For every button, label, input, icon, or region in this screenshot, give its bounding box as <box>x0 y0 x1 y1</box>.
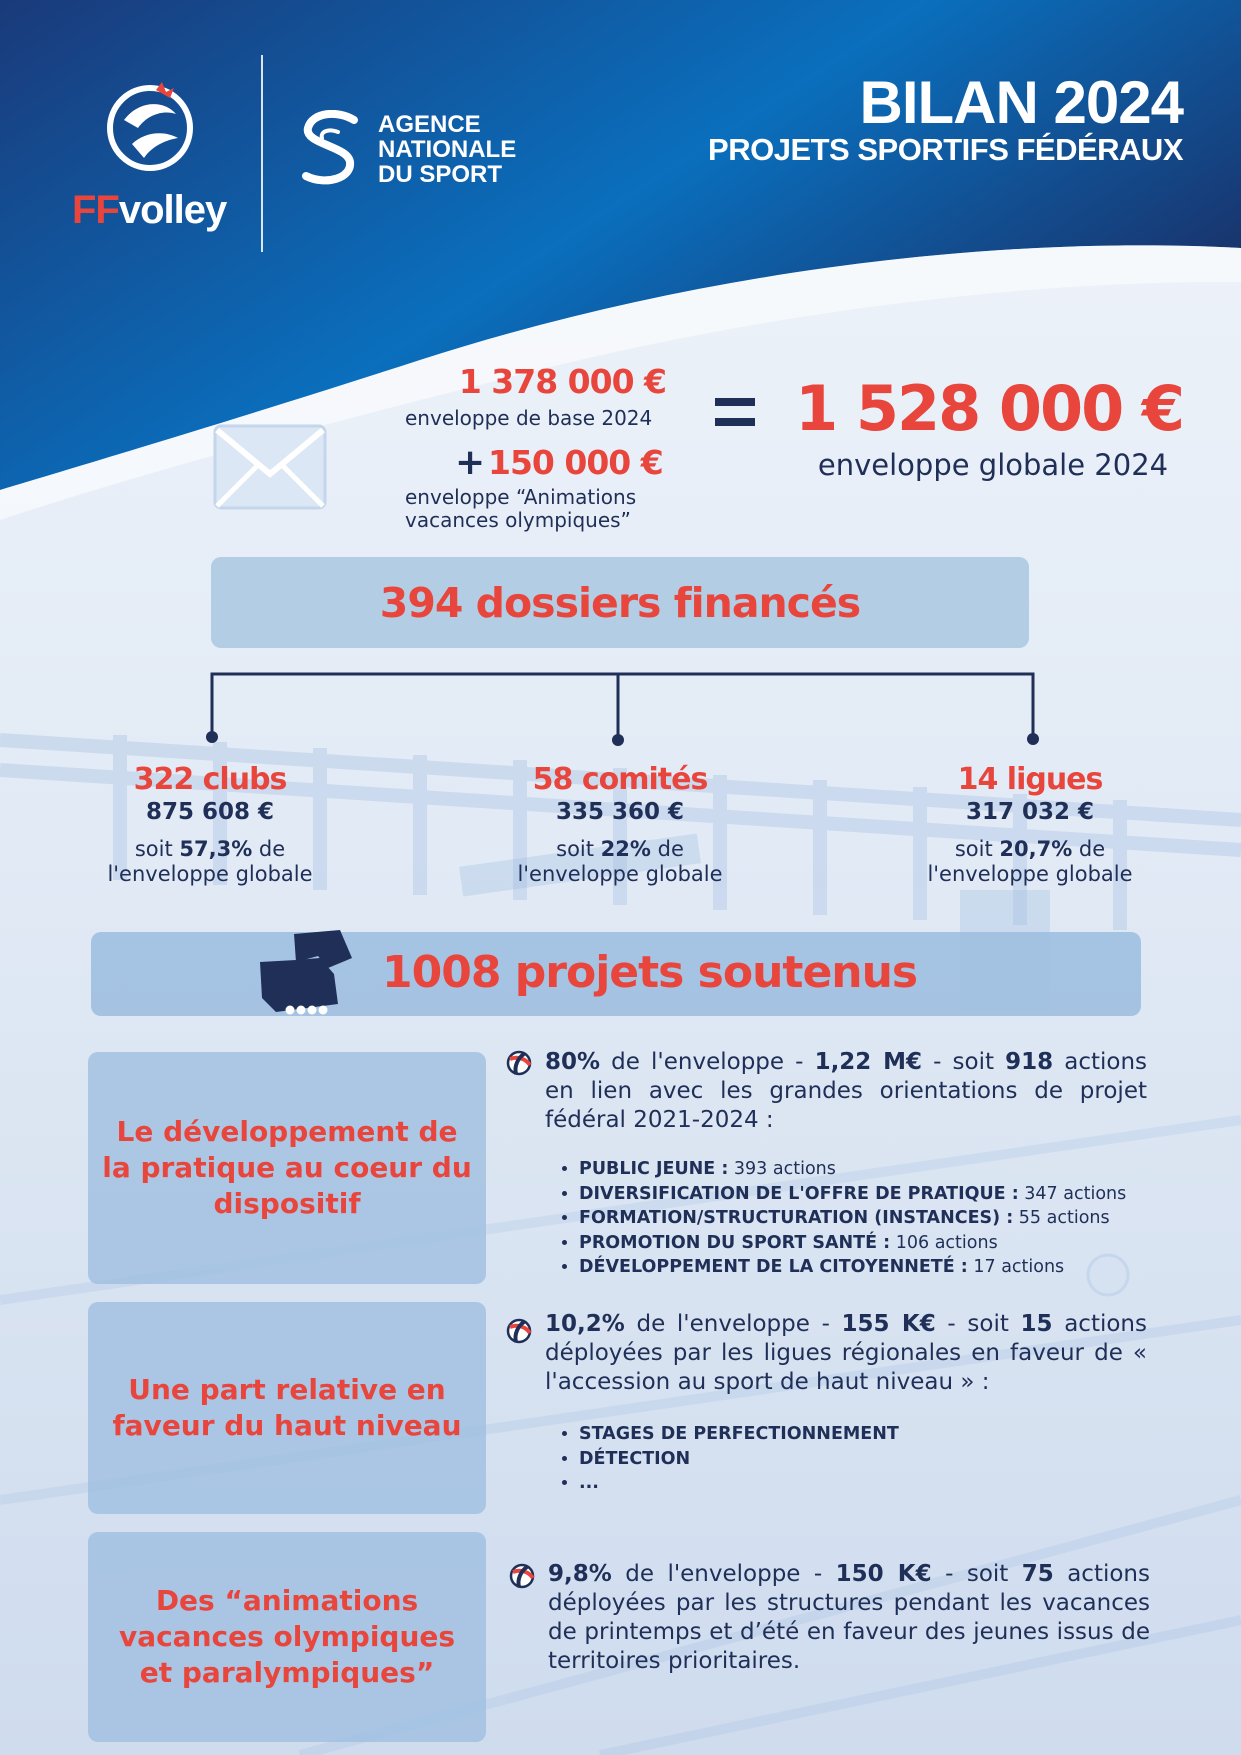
plus-sign: + <box>455 442 486 483</box>
agency-line-2: NATIONALE <box>378 136 517 163</box>
base-label: enveloppe de base 2024 <box>405 406 653 430</box>
comites-share: soit 22% de l'enveloppe globale <box>517 837 723 886</box>
section-haut-niveau-heading: Une part relative en faveur du haut niveau <box>112 1373 462 1442</box>
base-amount: 1 378 000 € <box>458 362 666 401</box>
breakdown-ligues <box>880 762 1180 887</box>
volleyball-icon <box>509 1563 535 1589</box>
list-item: • ... <box>579 1471 1179 1496</box>
handshake-icon <box>256 928 356 1020</box>
volleyball-icon <box>506 1050 532 1076</box>
list-item: • DÉVELOPPEMENT DE LA CITOYENNETÉ : 17 actions <box>579 1255 1179 1280</box>
section-animations-box <box>88 1532 486 1742</box>
dossiers-banner <box>211 557 1029 648</box>
logo-divider <box>261 55 263 252</box>
projets-title: 1008 projets soutenus <box>382 947 918 998</box>
ligues-amount: 317 032 € <box>965 799 1095 825</box>
ffvolley-prefix: FF <box>72 188 119 232</box>
section-dev-box <box>88 1052 486 1284</box>
clubs-share: soit 57,3% de l'enveloppe globale <box>107 837 313 886</box>
ffvolley-wordmark <box>72 188 232 233</box>
list-item: • FORMATION/STRUCTURATION (INSTANCES) : 55 actions <box>579 1206 1179 1231</box>
ffvolley-suffix: volley <box>118 188 227 232</box>
page-subtitle: PROJETS SPORTIFS FÉDÉRAUX <box>708 132 1183 167</box>
volleyball-icon <box>506 1318 532 1344</box>
list-item: • DÉTECTION <box>579 1447 1179 1472</box>
list-item: • PUBLIC JEUNE : 393 actions <box>579 1157 1179 1182</box>
dossiers-title: 394 dossiers financés <box>379 578 861 627</box>
agency-name <box>378 112 516 187</box>
total-amount: 1 528 000 € <box>795 372 1183 445</box>
section-dev-heading: Le développement de la pratique au coeur du dispositif <box>102 1115 472 1220</box>
breakdown-comites <box>470 762 770 887</box>
ffvolley-rooster-icon <box>104 80 196 172</box>
breakdown-clubs <box>60 762 360 887</box>
list-item: • STAGES DE PERFECTIONNEMENT <box>579 1422 1179 1447</box>
clubs-count: 322 clubs <box>133 762 287 797</box>
section-animations-heading: Des “animations vacances olympiques et paralympiques” <box>118 1584 456 1689</box>
comites-amount: 335 360 € <box>555 799 685 825</box>
agency-line-3: DU SPORT <box>378 161 503 188</box>
section-haut-niveau-bullets <box>557 1422 1179 1496</box>
comites-count: 58 comités <box>532 762 708 797</box>
section-animations-paragraph: 9,8% de l'enveloppe - 150 K€ - soit 75 actions déployées par les structures pendant les vacances de printemps et d’été en faveur des jeunes issus de territoires prioritaires. <box>548 1561 1150 1674</box>
ligues-share: soit 20,7% de l'enveloppe globale <box>927 837 1133 886</box>
section-haut-niveau-paragraph: 10,2% de l'enveloppe - 155 K€ - soit 15 actions déployées par les ligues régionales en faveur de « l'accession au sport de haut niveau » : <box>545 1311 1147 1395</box>
ans-s-logo-icon <box>298 110 364 192</box>
total-label: enveloppe globale 2024 <box>817 448 1169 482</box>
breakdown-connector <box>200 670 1050 750</box>
extra-amount: 150 000 € <box>488 443 663 482</box>
equals-sign <box>715 398 755 438</box>
envelope-icon <box>213 424 327 510</box>
section-dev-paragraph: 80% de l'enveloppe - 1,22 M€ - soit 918 actions en lien avec les grandes orientations de projet fédéral 2021-2024 : <box>545 1049 1148 1133</box>
list-item: • PROMOTION DU SPORT SANTÉ : 106 actions <box>579 1231 1179 1256</box>
extra-label: enveloppe “Animations vacances olympiques” <box>405 485 637 532</box>
section-dev-bullets <box>557 1157 1179 1280</box>
list-item: • DIVERSIFICATION DE L'OFFRE DE PRATIQUE : 347 actions <box>579 1182 1179 1207</box>
agency-line-1: AGENCE <box>378 111 481 138</box>
page-title: BILAN 2024 <box>859 69 1183 136</box>
ligues-count: 14 ligues <box>957 762 1103 797</box>
section-haut-niveau-box <box>88 1302 486 1514</box>
clubs-amount: 875 608 € <box>145 799 275 825</box>
